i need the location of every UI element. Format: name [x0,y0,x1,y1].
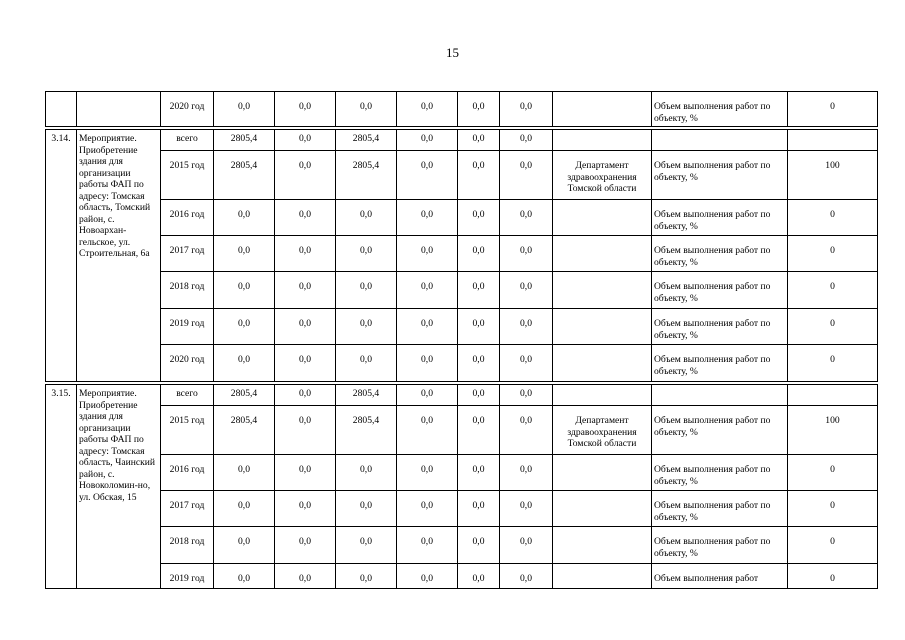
value-cell: 0,0 [214,455,275,491]
value-cell: 0,0 [397,200,458,236]
value-cell: 0,0 [214,200,275,236]
value-cell: 0,0 [275,92,336,127]
indicator-cell: Объем выполнения работ по объекту, % [652,345,788,382]
budget-table [45,91,878,589]
table-row [46,151,878,200]
value-cell: 0,0 [214,309,275,345]
value-cell: 0,0 [275,130,336,151]
index-cell: 3.14. [46,130,77,382]
responsible-cell [553,345,652,382]
year-cell: 2020 год [161,92,214,127]
target-cell: 100 [788,406,878,455]
value-cell: 0,0 [500,236,553,272]
year-cell: 2016 год [161,455,214,491]
value-cell: 0,0 [275,200,336,236]
target-cell: 0 [788,200,878,236]
value-cell: 2805,4 [336,406,397,455]
value-cell: 0,0 [458,406,500,455]
value-cell: 2805,4 [336,385,397,406]
value-cell: 0,0 [397,345,458,382]
value-cell: 0,0 [500,455,553,491]
value-cell: 0,0 [397,564,458,589]
value-cell: 2805,4 [214,406,275,455]
value-cell: 2805,4 [214,130,275,151]
index-cell: 3.15. [46,385,77,589]
value-cell: 0,0 [458,309,500,345]
value-cell: 0,0 [275,564,336,589]
value-cell: 0,0 [336,527,397,564]
year-cell: 2015 год [161,406,214,455]
value-cell: 0,0 [397,130,458,151]
value-cell: 0,0 [458,491,500,527]
target-cell: 0 [788,491,878,527]
year-cell: 2019 год [161,564,214,589]
indicator-cell: Объем выполнения работ по объекту, % [652,406,788,455]
target-cell: 0 [788,455,878,491]
table-row [46,406,878,455]
value-cell: 0,0 [336,272,397,309]
value-cell: 0,0 [500,491,553,527]
responsible-cell [553,564,652,589]
value-cell: 0,0 [275,527,336,564]
value-cell: 0,0 [275,406,336,455]
value-cell: 0,0 [214,491,275,527]
year-cell: 2019 год [161,309,214,345]
value-cell: 0,0 [275,309,336,345]
value-cell: 0,0 [275,491,336,527]
year-cell: 2020 год [161,345,214,382]
value-cell: 0,0 [458,527,500,564]
value-cell: 0,0 [397,151,458,200]
value-cell: 0,0 [336,309,397,345]
value-cell: 0,0 [275,151,336,200]
value-cell: 0,0 [214,345,275,382]
value-cell: 0,0 [336,92,397,127]
event-cell [77,92,161,127]
year-cell: всего [161,130,214,151]
event-cell: Мероприятие. Приобретение здания для организации работы ФАП по адресу: Томская область, Чаинский район, с. Новоколомин-но, ул. Обская, 15 [77,385,161,589]
value-cell: 0,0 [336,236,397,272]
responsible-cell [553,130,652,151]
table-row [46,385,878,406]
value-cell: 0,0 [458,345,500,382]
value-cell: 0,0 [397,406,458,455]
indicator-cell [652,130,788,151]
indicator-cell: Объем выполнения работ [652,564,788,589]
table-row [46,491,878,527]
year-cell: 2018 год [161,527,214,564]
value-cell: 0,0 [397,385,458,406]
table-row [46,345,878,382]
indicator-cell [652,385,788,406]
value-cell: 0,0 [397,309,458,345]
indicator-cell: Объем выполнения работ по объекту, % [652,455,788,491]
indicator-cell: Объем выполнения работ по объекту, % [652,309,788,345]
value-cell: 0,0 [336,491,397,527]
value-cell: 0,0 [275,345,336,382]
value-cell: 0,0 [500,200,553,236]
table-row [46,130,878,151]
value-cell: 0,0 [500,527,553,564]
value-cell: 0,0 [500,564,553,589]
responsible-cell: Департамент здравоохранения Томской области [553,151,652,200]
value-cell: 2805,4 [336,130,397,151]
responsible-cell [553,309,652,345]
indicator-cell: Объем выполнения работ по объекту, % [652,92,788,127]
year-cell: 2015 год [161,151,214,200]
event-cell: Мероприятие. Приобретение здания для организации работы ФАП по адресу: Томская область, Томский район, с. Новоархан-гельское, ул. Строительная, 6а [77,130,161,382]
target-cell: 0 [788,564,878,589]
indicator-cell: Объем выполнения работ по объекту, % [652,200,788,236]
page-number: 15 [446,45,459,60]
value-cell: 0,0 [500,309,553,345]
value-cell: 0,0 [500,151,553,200]
value-cell: 0,0 [214,236,275,272]
table-row [46,272,878,309]
table-body [46,92,878,589]
table-row [46,527,878,564]
value-cell: 0,0 [336,564,397,589]
target-cell: 0 [788,236,878,272]
responsible-cell [553,491,652,527]
responsible-cell [553,385,652,406]
target-cell: 0 [788,272,878,309]
value-cell: 0,0 [275,455,336,491]
value-cell: 2805,4 [214,385,275,406]
responsible-cell [553,236,652,272]
target-cell: 100 [788,151,878,200]
value-cell: 0,0 [275,236,336,272]
responsible-cell [553,92,652,127]
target-cell: 0 [788,345,878,382]
target-cell: 0 [788,309,878,345]
value-cell: 0,0 [397,527,458,564]
indicator-cell: Объем выполнения работ по объекту, % [652,236,788,272]
target-cell [788,130,878,151]
indicator-cell: Объем выполнения работ по объекту, % [652,151,788,200]
value-cell: 0,0 [397,92,458,127]
year-cell: 2017 год [161,236,214,272]
value-cell: 0,0 [500,272,553,309]
value-cell: 0,0 [458,236,500,272]
value-cell: 0,0 [458,564,500,589]
value-cell: 0,0 [214,564,275,589]
value-cell: 0,0 [500,92,553,127]
value-cell: 0,0 [458,272,500,309]
year-cell: 2017 год [161,491,214,527]
value-cell: 0,0 [336,200,397,236]
value-cell: 0,0 [397,272,458,309]
value-cell: 0,0 [458,200,500,236]
value-cell: 0,0 [214,527,275,564]
responsible-cell [553,527,652,564]
value-cell: 2805,4 [214,151,275,200]
value-cell: 0,0 [214,272,275,309]
value-cell: 0,0 [397,455,458,491]
target-cell [788,385,878,406]
table-row [46,92,878,127]
value-cell: 0,0 [458,130,500,151]
table-row [46,564,878,589]
responsible-cell [553,455,652,491]
target-cell: 0 [788,527,878,564]
value-cell: 0,0 [500,406,553,455]
index-cell [46,92,77,127]
responsible-cell [553,272,652,309]
value-cell: 0,0 [458,385,500,406]
indicator-cell: Объем выполнения работ по объекту, % [652,527,788,564]
value-cell: 0,0 [336,345,397,382]
year-cell: 2016 год [161,200,214,236]
value-cell: 2805,4 [336,151,397,200]
indicator-cell: Объем выполнения работ по объекту, % [652,272,788,309]
value-cell: 0,0 [500,385,553,406]
value-cell: 0,0 [458,92,500,127]
table-row [46,455,878,491]
responsible-cell: Департамент здравоохранения Томской области [553,406,652,455]
value-cell: 0,0 [397,491,458,527]
value-cell: 0,0 [275,272,336,309]
value-cell: 0,0 [214,92,275,127]
value-cell: 0,0 [397,236,458,272]
table-row [46,309,878,345]
value-cell: 0,0 [500,345,553,382]
year-cell: всего [161,385,214,406]
table-row [46,236,878,272]
year-cell: 2018 год [161,272,214,309]
value-cell: 0,0 [458,455,500,491]
value-cell: 0,0 [500,130,553,151]
table-row [46,200,878,236]
responsible-cell [553,200,652,236]
value-cell: 0,0 [336,455,397,491]
value-cell: 0,0 [458,151,500,200]
indicator-cell: Объем выполнения работ по объекту, % [652,491,788,527]
target-cell: 0 [788,92,878,127]
value-cell: 0,0 [275,385,336,406]
